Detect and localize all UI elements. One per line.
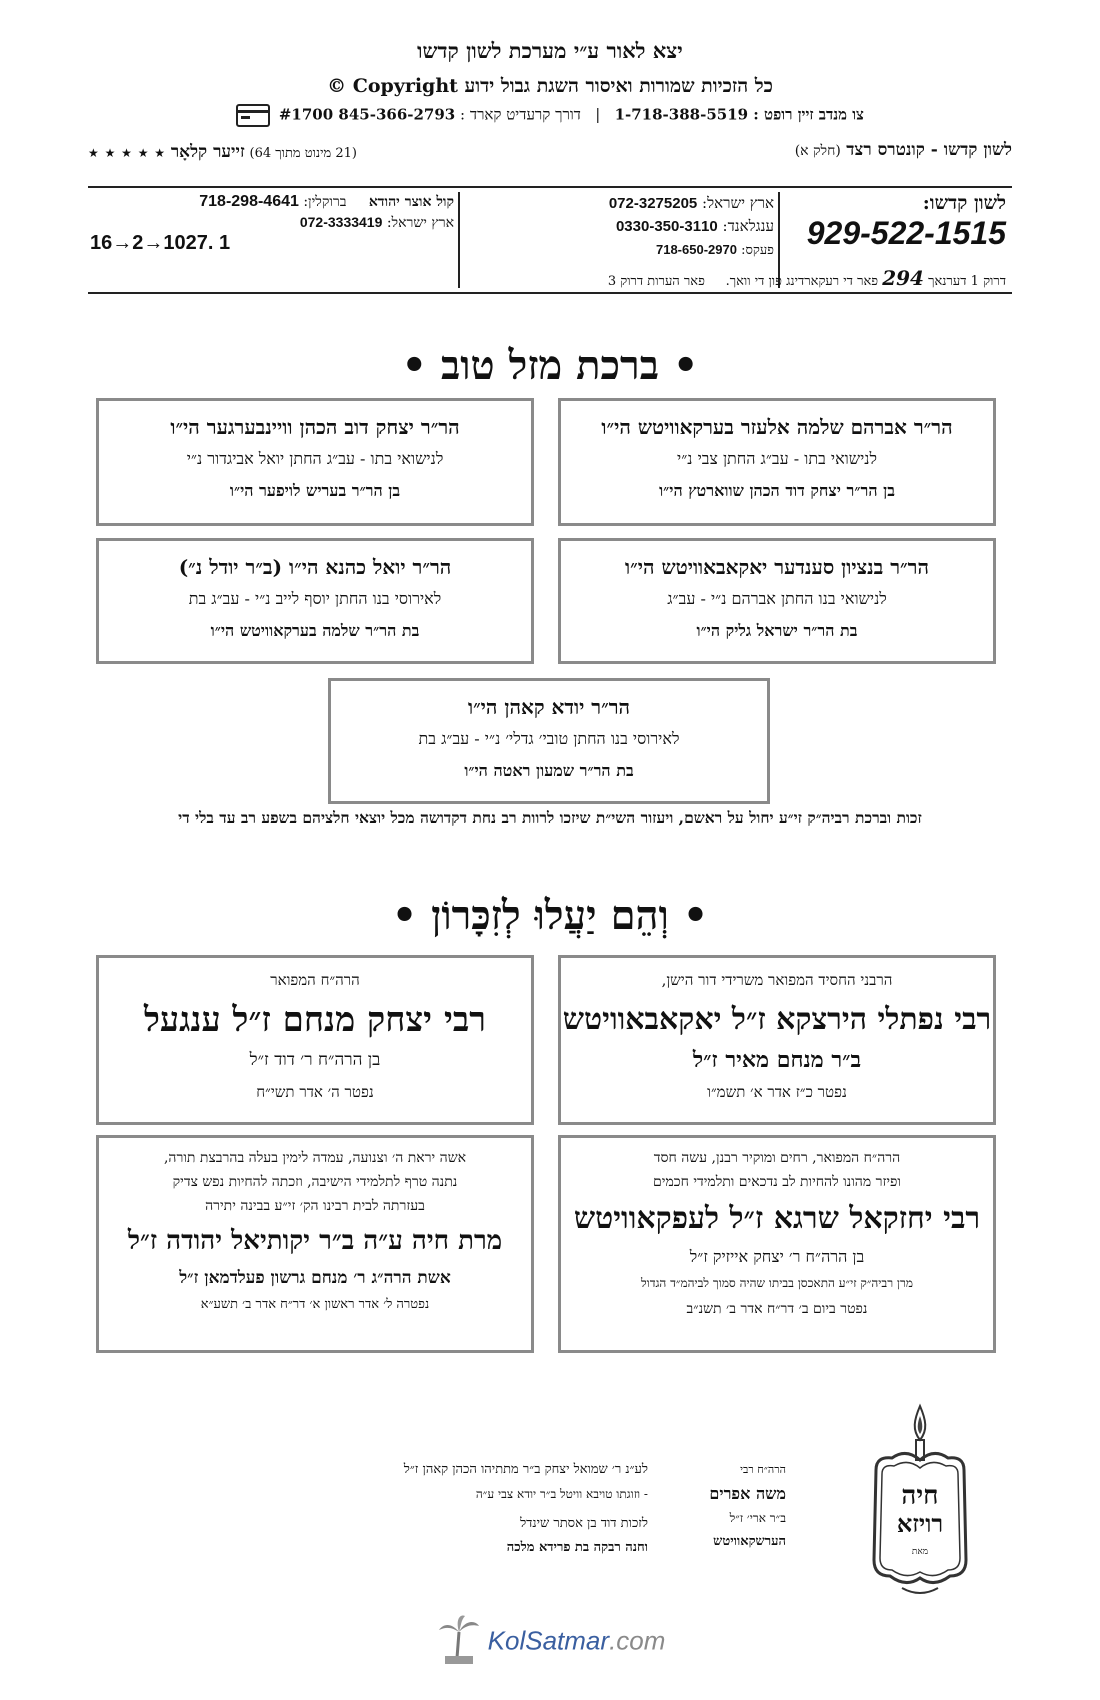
separator: | (595, 105, 601, 124)
box-line: הר״ר יצחק דוב הכהן וויינבערגער הי״ו (170, 415, 460, 439)
memorial-intro: ופיזר מהונו להחיות לב נדכאים ותלמידי חכמים (653, 1174, 901, 1190)
israel2-label: ארץ ישראל: (386, 215, 454, 231)
mazel-tov-box (558, 398, 996, 526)
memorial-box (558, 1135, 996, 1353)
box-line: לנישואי בתו - עב״ג החתן יואל אביגדור נ״י (186, 449, 444, 468)
israel-phone[interactable]: 072-3275205 (608, 195, 698, 212)
credit-label: דורך קרעדיט קארד : (460, 105, 581, 124)
box-line: בן הר״ר יצחק דוד הכהן שווארטץ הי״ו (659, 481, 895, 500)
box-line: לאירוסי בנו החתן טובי׳ גדלי׳ נ״י - עב״ג בת (418, 729, 680, 748)
mazel-tov-box (96, 398, 534, 526)
memorial-date: נפטר כ״ז אדר א׳ תשמ״ו (707, 1083, 847, 1101)
watermark-domain: .com (609, 1625, 666, 1656)
box-line: בת הר״ר ישראל גליק הי״ו (696, 621, 858, 640)
kol-label: קול אוצר יהודא (368, 194, 454, 210)
england-phone[interactable]: 0330-350-3110 (615, 218, 718, 235)
phone-info-box (88, 186, 1012, 294)
publisher-line: יצא לאור ע״י מערכת לשון קדשו (417, 38, 683, 63)
box-line: הר״ר יודא קאהן הי״ו (467, 695, 631, 719)
dedication-line: ב״ר ארי׳ ז״ל (729, 1511, 786, 1525)
memorial-box (96, 1135, 534, 1353)
dedication-line: לע״נ ר׳ שמואל יצחק ב״ר מתתיהו הכהן קאהן ז״ל (403, 1462, 648, 1477)
memorial-father: בן הרה״ח ר׳ יצחק אייזיק ז״ל (689, 1247, 865, 1266)
dedication-line: הרה״ח רבי (740, 1463, 786, 1476)
donation-line (0, 104, 1100, 127)
series-part: (חלק א) (794, 143, 841, 159)
watermark-brand[interactable]: KolSatmar (487, 1625, 610, 1656)
main-phone-number[interactable]: 929-522-1515 (806, 215, 1006, 251)
memorial-date: נפטר ה׳ אדר תשי״ח (256, 1083, 374, 1101)
star-icons: ★ ★ ★ ★ ★ (88, 146, 167, 160)
memorial-note: מרן רביה״ק זי״ע התאכסן בביתו שהיה סמוך לביהמ״ד הגדול (641, 1276, 913, 1290)
memorial-name: רבי נפתלי הירצקא ז״ל יאקאבאוויטש (562, 1002, 992, 1037)
donation-phone: צו מנדב זיין רופט : 1-718-388-5519 (614, 105, 864, 124)
mazel-tov-box (558, 538, 996, 664)
dedication-col-2 (300, 1458, 648, 1560)
brooklyn-label: ברוקלין: (303, 194, 347, 210)
rating (88, 142, 357, 162)
memorial-name: מרת חיה ע״ה ב״ר יקותיאל יהודה ז״ל (127, 1226, 503, 1256)
palm-tree-icon (435, 1612, 483, 1670)
memorial-name: רבי יחזקאל שרגא ז״ל לעפקאוויטש (573, 1201, 981, 1236)
mazel-tov-box (96, 538, 534, 664)
brooklyn-phone[interactable]: 718-298-4641 (199, 193, 299, 210)
copyright-line: כל הזכיות שמורות ואיסור השגת גבול ידוע Copyright © (327, 75, 773, 97)
box-line: בת הר״ר שלמה בערקאוויטש הי״ו (210, 621, 420, 640)
blessing-line: זכות וברכת רביה״ק זי״ע יחול על ראשם, ויעזור השי״ת שיזכו לרוות רב נחת דקדושה מכל יוצאי חלציהם בשפע רב עד בלי די (178, 808, 922, 827)
box-line: בת הר״ר שמעון ראטה הי״ו (464, 761, 634, 780)
israel-label: ארץ ישראל: (702, 194, 774, 212)
rating-label: זייער קלאָר (170, 142, 245, 162)
memorial-father: ב״ר מנחם מאיר ז״ל (692, 1047, 862, 1073)
press-instructions (446, 266, 1006, 290)
logo-name-bottom: רויזא (896, 1509, 944, 1538)
memorial-box (558, 955, 996, 1125)
box-line: הר״ר אברהם שלמה אלעזר בערקאוויטש הי״ו (601, 415, 953, 439)
memorial-candle-logo (862, 1400, 978, 1600)
dedication-line: משה אפרים (709, 1484, 786, 1503)
box-line: לנישואי בתו - עב״ג החתן צבי נ״י (677, 449, 877, 468)
logo-name-top: חיה (901, 1481, 939, 1511)
memorial-intro: הרה״ח המפואר (270, 971, 360, 989)
credit-card-icon (236, 104, 270, 127)
credit-number: 845-366-2793 #1700 (278, 105, 456, 124)
mazel-tov-title: • ברכת מזל טוב • (401, 342, 699, 389)
main-phone-label: לשון קדשו: (922, 192, 1006, 214)
memorial-intro: הרבני החסיד המפואר משרידי דור הישן, (661, 971, 893, 989)
dedication-col-1 (666, 1458, 786, 1554)
israel2-phone[interactable]: 072-3333419 (299, 214, 383, 230)
kol-otzar-block (90, 192, 454, 253)
topline (88, 140, 1012, 170)
fax-phone: 718-650-2970 (655, 242, 737, 257)
memorial-intro: אשה יראת ה׳ וצנועה, עמדה לימין בעלה בהרבצת תורה, (163, 1150, 467, 1166)
england-label: ענגלאנד: (722, 217, 774, 235)
memorial-intro: בעזרתה לבית רבינו הק׳ זי״ע בבינה יתירה (205, 1198, 425, 1214)
notes-line: פאר הערות דרוק 3 (607, 274, 705, 289)
dedication-line: לזכות דוד בן אסתר שינדל (520, 1516, 648, 1531)
dedication-line: הערשקאוויטש (713, 1534, 786, 1549)
mazel-tov-box (328, 678, 770, 804)
box-line: לאירוסי בנו החתן יוסף לייב נ״י - עב״ג בת (188, 589, 442, 608)
press-number: 294 (882, 266, 924, 290)
press-suffix: פאר די רעקארדינג פון די וואך. (725, 274, 879, 289)
duration: (21 מינוט מתוך 64) (249, 146, 357, 161)
press-prefix: דרוק 1 דערנאך (928, 274, 1006, 289)
memorial-intro: הרה״ח המפואר, רחים ומוקיר רבנן, עשה חסד (653, 1150, 901, 1166)
kolsatmar-watermark (0, 1612, 1100, 1670)
fax-label: פעקס: (741, 243, 774, 258)
memorial-father: בן הרה״ח ר׳ דוד ז״ל (249, 1050, 381, 1070)
memorial-husband: אשת הרה״ג ר׳ מנחם גרשון פעלדמאן ז״ל (179, 1268, 451, 1288)
dedication-line: וחנה רבקה בת פרידא מלכה (506, 1540, 648, 1555)
box-line: הר״ר בנציון סענדער יאקאבאוויטש הי״ו (625, 555, 929, 579)
main-phone-block (782, 192, 1006, 252)
memorial-date: נפטר ביום ב׳ דר״ח אדר ב׳ תשנ״ב (686, 1301, 868, 1317)
box-line: בן הר״ר בעריש לויפער הי״ו (229, 481, 401, 500)
box-line: לנישואי בנו החתן אברהם נ״י - עב״ג (667, 589, 887, 608)
intl-phones (460, 192, 774, 262)
logo-sub: מאת (911, 1547, 929, 1557)
series-title (795, 140, 1012, 160)
memorial-intro: נתנה טרף לתלמידי הישיבה, וזכתה להחיות נפש צדיק (172, 1174, 458, 1190)
memorial-name: רבי יצחק מנחם ז״ל ענגעל (144, 1000, 486, 1040)
dedication-line: - וזוגתו טויבא וויטל ב״ר יודא צבי ע״ה (475, 1487, 648, 1501)
memorial-box (96, 955, 534, 1125)
box-line: הר״ר יואל כהנא הי״ו (ב״ר יודל נ״) (178, 555, 452, 579)
series-title-text: לשון קדשו - קונטרס רצד (846, 140, 1012, 160)
memorial-title: • וְהֵם יַעֲלוּ לְזִכָּרוֹן • (391, 892, 709, 939)
memorial-date: נפטרה ל׳ אדר ראשון א׳ דר״ח אדר ב׳ תשע״א (200, 1297, 430, 1312)
menu-sequence: 16→2→1027. 1 (90, 232, 231, 254)
